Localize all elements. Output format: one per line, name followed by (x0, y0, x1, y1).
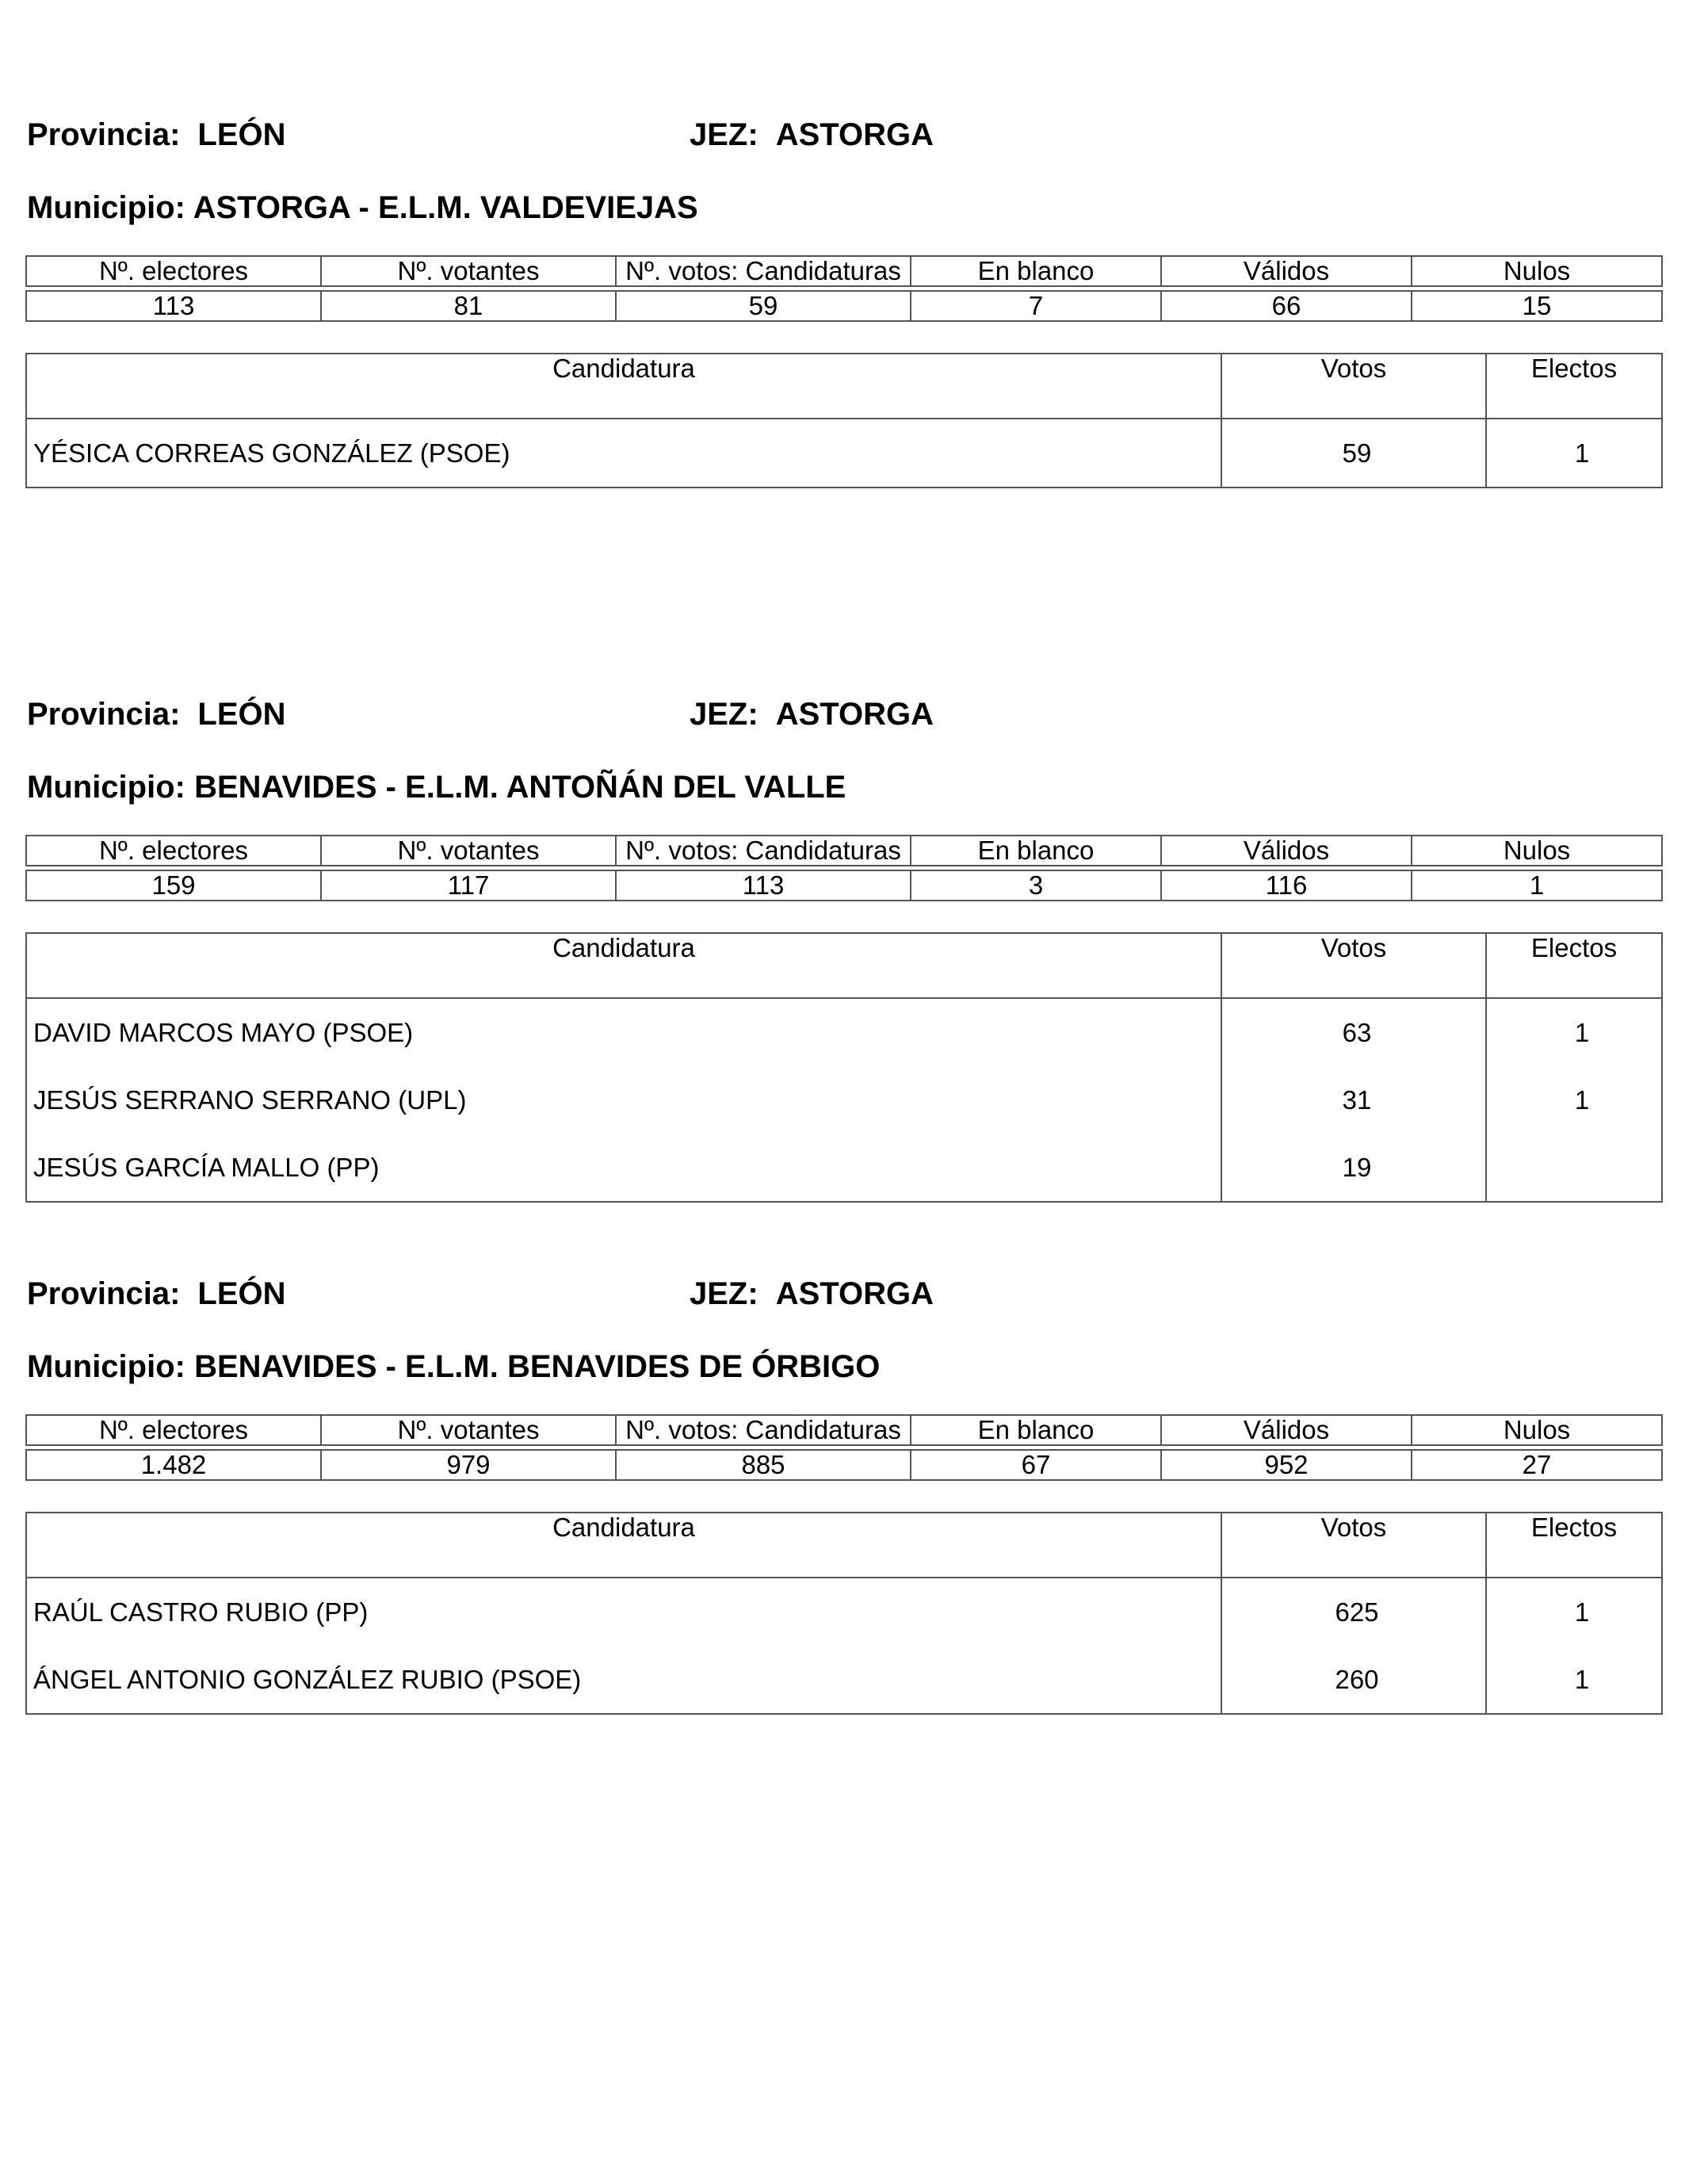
jez-value: ASTORGA (775, 117, 934, 152)
provincia-value: LEÓN (197, 117, 286, 152)
cand-header-candidatura: Candidatura (26, 354, 1221, 419)
candidate-votos: 625 (1221, 1578, 1486, 1646)
section-header (25, 1274, 1661, 1314)
jez-line (690, 1274, 934, 1314)
municipio-label: Municipio: (27, 1349, 185, 1384)
candidates-table (25, 1512, 1663, 1715)
candidate-row (26, 1578, 1662, 1646)
stat-header: Nº. electores (26, 1415, 321, 1445)
municipio-line (27, 188, 698, 228)
candidate-electos: 1 (1486, 998, 1662, 1066)
jez-label: JEZ: (690, 117, 758, 152)
stats-header-row (26, 836, 1662, 866)
stat-value: 113 (26, 291, 321, 321)
stat-header: Nº. votos: Candidaturas (616, 256, 911, 286)
stat-header: Nº. votos: Candidaturas (616, 836, 911, 866)
municipio-value: ASTORGA - E.L.M. VALDEVIEJAS (193, 190, 698, 225)
municipio-section (25, 694, 1661, 1182)
stat-header: Válidos (1161, 256, 1412, 286)
municipio-line (27, 1347, 880, 1387)
stat-value: 67 (911, 1450, 1161, 1480)
stats-table (25, 255, 1663, 322)
stat-value: 81 (321, 291, 616, 321)
cand-header-candidatura: Candidatura (26, 1513, 1221, 1578)
stat-value: 66 (1161, 291, 1412, 321)
jez-label: JEZ: (690, 697, 758, 732)
provincia-value: LEÓN (197, 1276, 286, 1311)
stat-header: Nº. electores (26, 836, 321, 866)
candidate-row (26, 998, 1662, 1066)
stat-header: En blanco (911, 256, 1161, 286)
stat-header: Nº. votantes (321, 836, 616, 866)
cand-header-votos: Votos (1221, 933, 1486, 998)
cand-header-candidatura: Candidatura (26, 933, 1221, 998)
candidate-votos: 19 (1221, 1134, 1486, 1202)
jez-value: ASTORGA (775, 697, 934, 732)
stat-header: Nulos (1412, 836, 1662, 866)
stat-value: 15 (1412, 291, 1662, 321)
stat-header: Nº. votantes (321, 1415, 616, 1445)
cand-header-electos: Electos (1486, 354, 1662, 419)
candidate-votos: 31 (1221, 1066, 1486, 1134)
jez-label: JEZ: (690, 1276, 758, 1311)
jez-value: ASTORGA (775, 1276, 934, 1311)
stat-value: 116 (1161, 870, 1412, 901)
stat-value: 7 (911, 291, 1161, 321)
provincia-label: Provincia: (27, 117, 181, 152)
candidates-header-row (26, 933, 1662, 998)
municipio-section (25, 115, 1661, 468)
stat-value: 117 (321, 870, 616, 901)
candidate-votos: 59 (1221, 419, 1486, 488)
municipio-label: Municipio: (27, 190, 185, 225)
candidate-name: YÉSICA CORREAS GONZÁLEZ (PSOE) (26, 419, 1221, 488)
stat-header: Nº. votantes (321, 256, 616, 286)
stat-header: Nº. votos: Candidaturas (616, 1415, 911, 1445)
stat-header: En blanco (911, 1415, 1161, 1445)
candidates-header-row (26, 1513, 1662, 1578)
stat-header: Nulos (1412, 1415, 1662, 1445)
candidate-name: JESÚS SERRANO SERRANO (UPL) (26, 1066, 1221, 1134)
stat-value: 979 (321, 1450, 616, 1480)
stat-header: Nº. electores (26, 256, 321, 286)
cand-header-votos: Votos (1221, 354, 1486, 419)
stats-header-row (26, 1415, 1662, 1445)
provincia-line (27, 115, 286, 155)
candidate-electos: 1 (1486, 419, 1662, 488)
stats-header-row (26, 256, 1662, 286)
candidate-electos (1486, 1134, 1662, 1202)
section-header (25, 694, 1661, 734)
candidate-row (26, 419, 1662, 488)
stat-value: 885 (616, 1450, 911, 1480)
cand-header-electos: Electos (1486, 933, 1662, 998)
stats-value-row (26, 1450, 1662, 1480)
cand-header-votos: Votos (1221, 1513, 1486, 1578)
stat-value: 952 (1161, 1450, 1412, 1480)
candidate-name: DAVID MARCOS MAYO (PSOE) (26, 998, 1221, 1066)
stat-value: 27 (1412, 1450, 1662, 1480)
stat-value: 59 (616, 291, 911, 321)
candidate-name: JESÚS GARCÍA MALLO (PP) (26, 1134, 1221, 1202)
stat-value: 1 (1412, 870, 1662, 901)
candidates-table (25, 353, 1663, 488)
stat-header: Nulos (1412, 256, 1662, 286)
stat-header: En blanco (911, 836, 1161, 866)
jez-line (690, 694, 934, 734)
municipio-section (25, 1274, 1661, 1694)
candidate-electos: 1 (1486, 1578, 1662, 1646)
municipio-label: Municipio: (27, 770, 185, 805)
provincia-value: LEÓN (197, 697, 286, 732)
stats-value-row (26, 291, 1662, 321)
candidate-row (26, 1134, 1662, 1202)
stat-header: Válidos (1161, 836, 1412, 866)
candidates-table (25, 932, 1663, 1203)
candidate-electos: 1 (1486, 1066, 1662, 1134)
stat-value: 3 (911, 870, 1161, 901)
provincia-label: Provincia: (27, 1276, 181, 1311)
stat-header: Válidos (1161, 1415, 1412, 1445)
stats-table (25, 1414, 1663, 1481)
stat-value: 113 (616, 870, 911, 901)
candidates-header-row (26, 354, 1662, 419)
candidate-row (26, 1646, 1662, 1714)
municipio-value: BENAVIDES - E.L.M. BENAVIDES DE ÓRBIGO (194, 1349, 881, 1384)
candidate-name: ÁNGEL ANTONIO GONZÁLEZ RUBIO (PSOE) (26, 1646, 1221, 1714)
municipio-line (27, 767, 846, 807)
stat-value: 159 (26, 870, 321, 901)
candidate-name: RAÚL CASTRO RUBIO (PP) (26, 1578, 1221, 1646)
stat-value: 1.482 (26, 1450, 321, 1480)
stats-table (25, 835, 1663, 901)
candidate-row (26, 1066, 1662, 1134)
section-header (25, 115, 1661, 155)
candidate-votos: 63 (1221, 998, 1486, 1066)
candidate-electos: 1 (1486, 1646, 1662, 1714)
stats-value-row (26, 870, 1662, 901)
provincia-line (27, 694, 286, 734)
cand-header-electos: Electos (1486, 1513, 1662, 1578)
provincia-label: Provincia: (27, 697, 181, 732)
provincia-line (27, 1274, 286, 1314)
jez-line (690, 115, 934, 155)
candidate-votos: 260 (1221, 1646, 1486, 1714)
municipio-value: BENAVIDES - E.L.M. ANTOÑÁN DEL VALLE (194, 770, 846, 805)
